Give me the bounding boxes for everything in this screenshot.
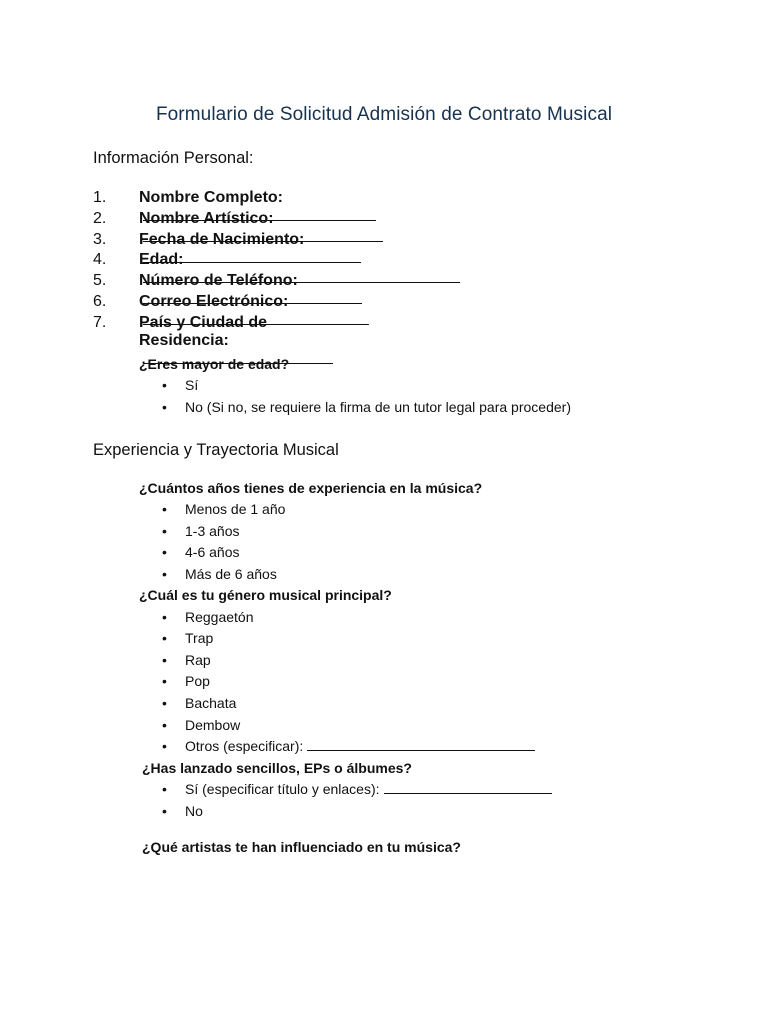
question-years: ¿Cuántos años tienes de experiencia en la música? (139, 480, 483, 496)
section-heading-personal: Información Personal: (93, 149, 254, 167)
option-genre-rap[interactable]: Rap (185, 652, 211, 668)
option-years-1-3[interactable]: 1-3 años (185, 523, 240, 539)
bullet-icon (162, 375, 167, 397)
personal-fields-list (93, 189, 305, 349)
option-age-yes[interactable]: Sí (185, 377, 199, 393)
genre-other-blank[interactable] (307, 737, 535, 751)
bullet-icon (162, 542, 167, 564)
bullet-icon (162, 736, 167, 758)
field-row-age (93, 251, 184, 272)
field-row-phone (93, 272, 298, 293)
field-label: Correo Electrónico: (139, 293, 369, 330)
field-number: 6. (93, 292, 107, 310)
option-genre-bachata[interactable]: Bachata (185, 695, 237, 711)
bullet-icon (162, 650, 167, 672)
option-releases-yes[interactable]: Sí (especificar título y enlaces): (185, 779, 552, 801)
field-label: Fecha de Nacimiento: (139, 231, 361, 268)
field-row-full-name (93, 189, 283, 210)
option-genre-pop[interactable]: Pop (185, 673, 210, 689)
option-age-no[interactable]: No (Si no, se requiere la firma de un tutor legal para proceder) (185, 399, 571, 415)
option-years-gt6[interactable]: Más de 6 años (185, 566, 277, 582)
bullet-icon (162, 628, 167, 650)
option-releases-no[interactable]: No (185, 803, 203, 819)
field-row-birth-date (93, 230, 305, 252)
question-influences: ¿Qué artistas te han influenciado en tu música? (142, 839, 461, 855)
field-label: Nombre Completo: (139, 189, 376, 226)
field-label: Nombre Artístico: (139, 210, 383, 247)
question-genre: ¿Cuál es tu género musical principal? (139, 587, 392, 603)
field-row-artist-name (93, 209, 274, 231)
bullet-icon (162, 607, 167, 629)
field-label: País y Ciudad de Residencia: (139, 314, 333, 369)
field-number: 1. (93, 189, 107, 206)
option-years-lt1[interactable]: Menos de 1 año (185, 501, 286, 517)
section-heading-experience: Experiencia y Trayectoria Musical (93, 441, 339, 459)
field-number: 2. (93, 209, 107, 227)
bullet-icon (162, 779, 167, 801)
page-title: Formulario de Solicitud Admisión de Contrato Musical (155, 104, 613, 125)
field-row-residence (93, 313, 268, 349)
bullet-icon (162, 715, 167, 737)
option-genre-dembow[interactable]: Dembow (185, 717, 241, 733)
field-label: Edad: (139, 251, 460, 288)
field-label: Número de Teléfono: (139, 272, 362, 309)
field-number: 7. (93, 313, 107, 331)
option-genre-other[interactable]: Otros (especificar): (185, 736, 535, 758)
option-genre-reggaeton[interactable]: Reggaetón (185, 609, 254, 625)
bullet-icon (162, 499, 167, 521)
bullet-icon (162, 521, 167, 543)
question-releases: ¿Has lanzado sencillos, EPs o álbumes? (142, 760, 412, 776)
field-number: 3. (93, 230, 107, 248)
bullet-icon (162, 564, 167, 586)
field-number: 4. (93, 251, 107, 269)
field-number: 5. (93, 272, 107, 290)
option-genre-trap[interactable]: Trap (185, 630, 214, 646)
field-row-email (93, 292, 289, 314)
bullet-icon (162, 801, 167, 823)
releases-blank[interactable] (384, 780, 552, 794)
question-age: ¿Eres mayor de edad? (139, 356, 290, 372)
bullet-icon (162, 671, 167, 693)
option-years-4-6[interactable]: 4-6 años (185, 544, 240, 560)
bullet-icon (162, 397, 167, 419)
bullet-icon (162, 693, 167, 715)
